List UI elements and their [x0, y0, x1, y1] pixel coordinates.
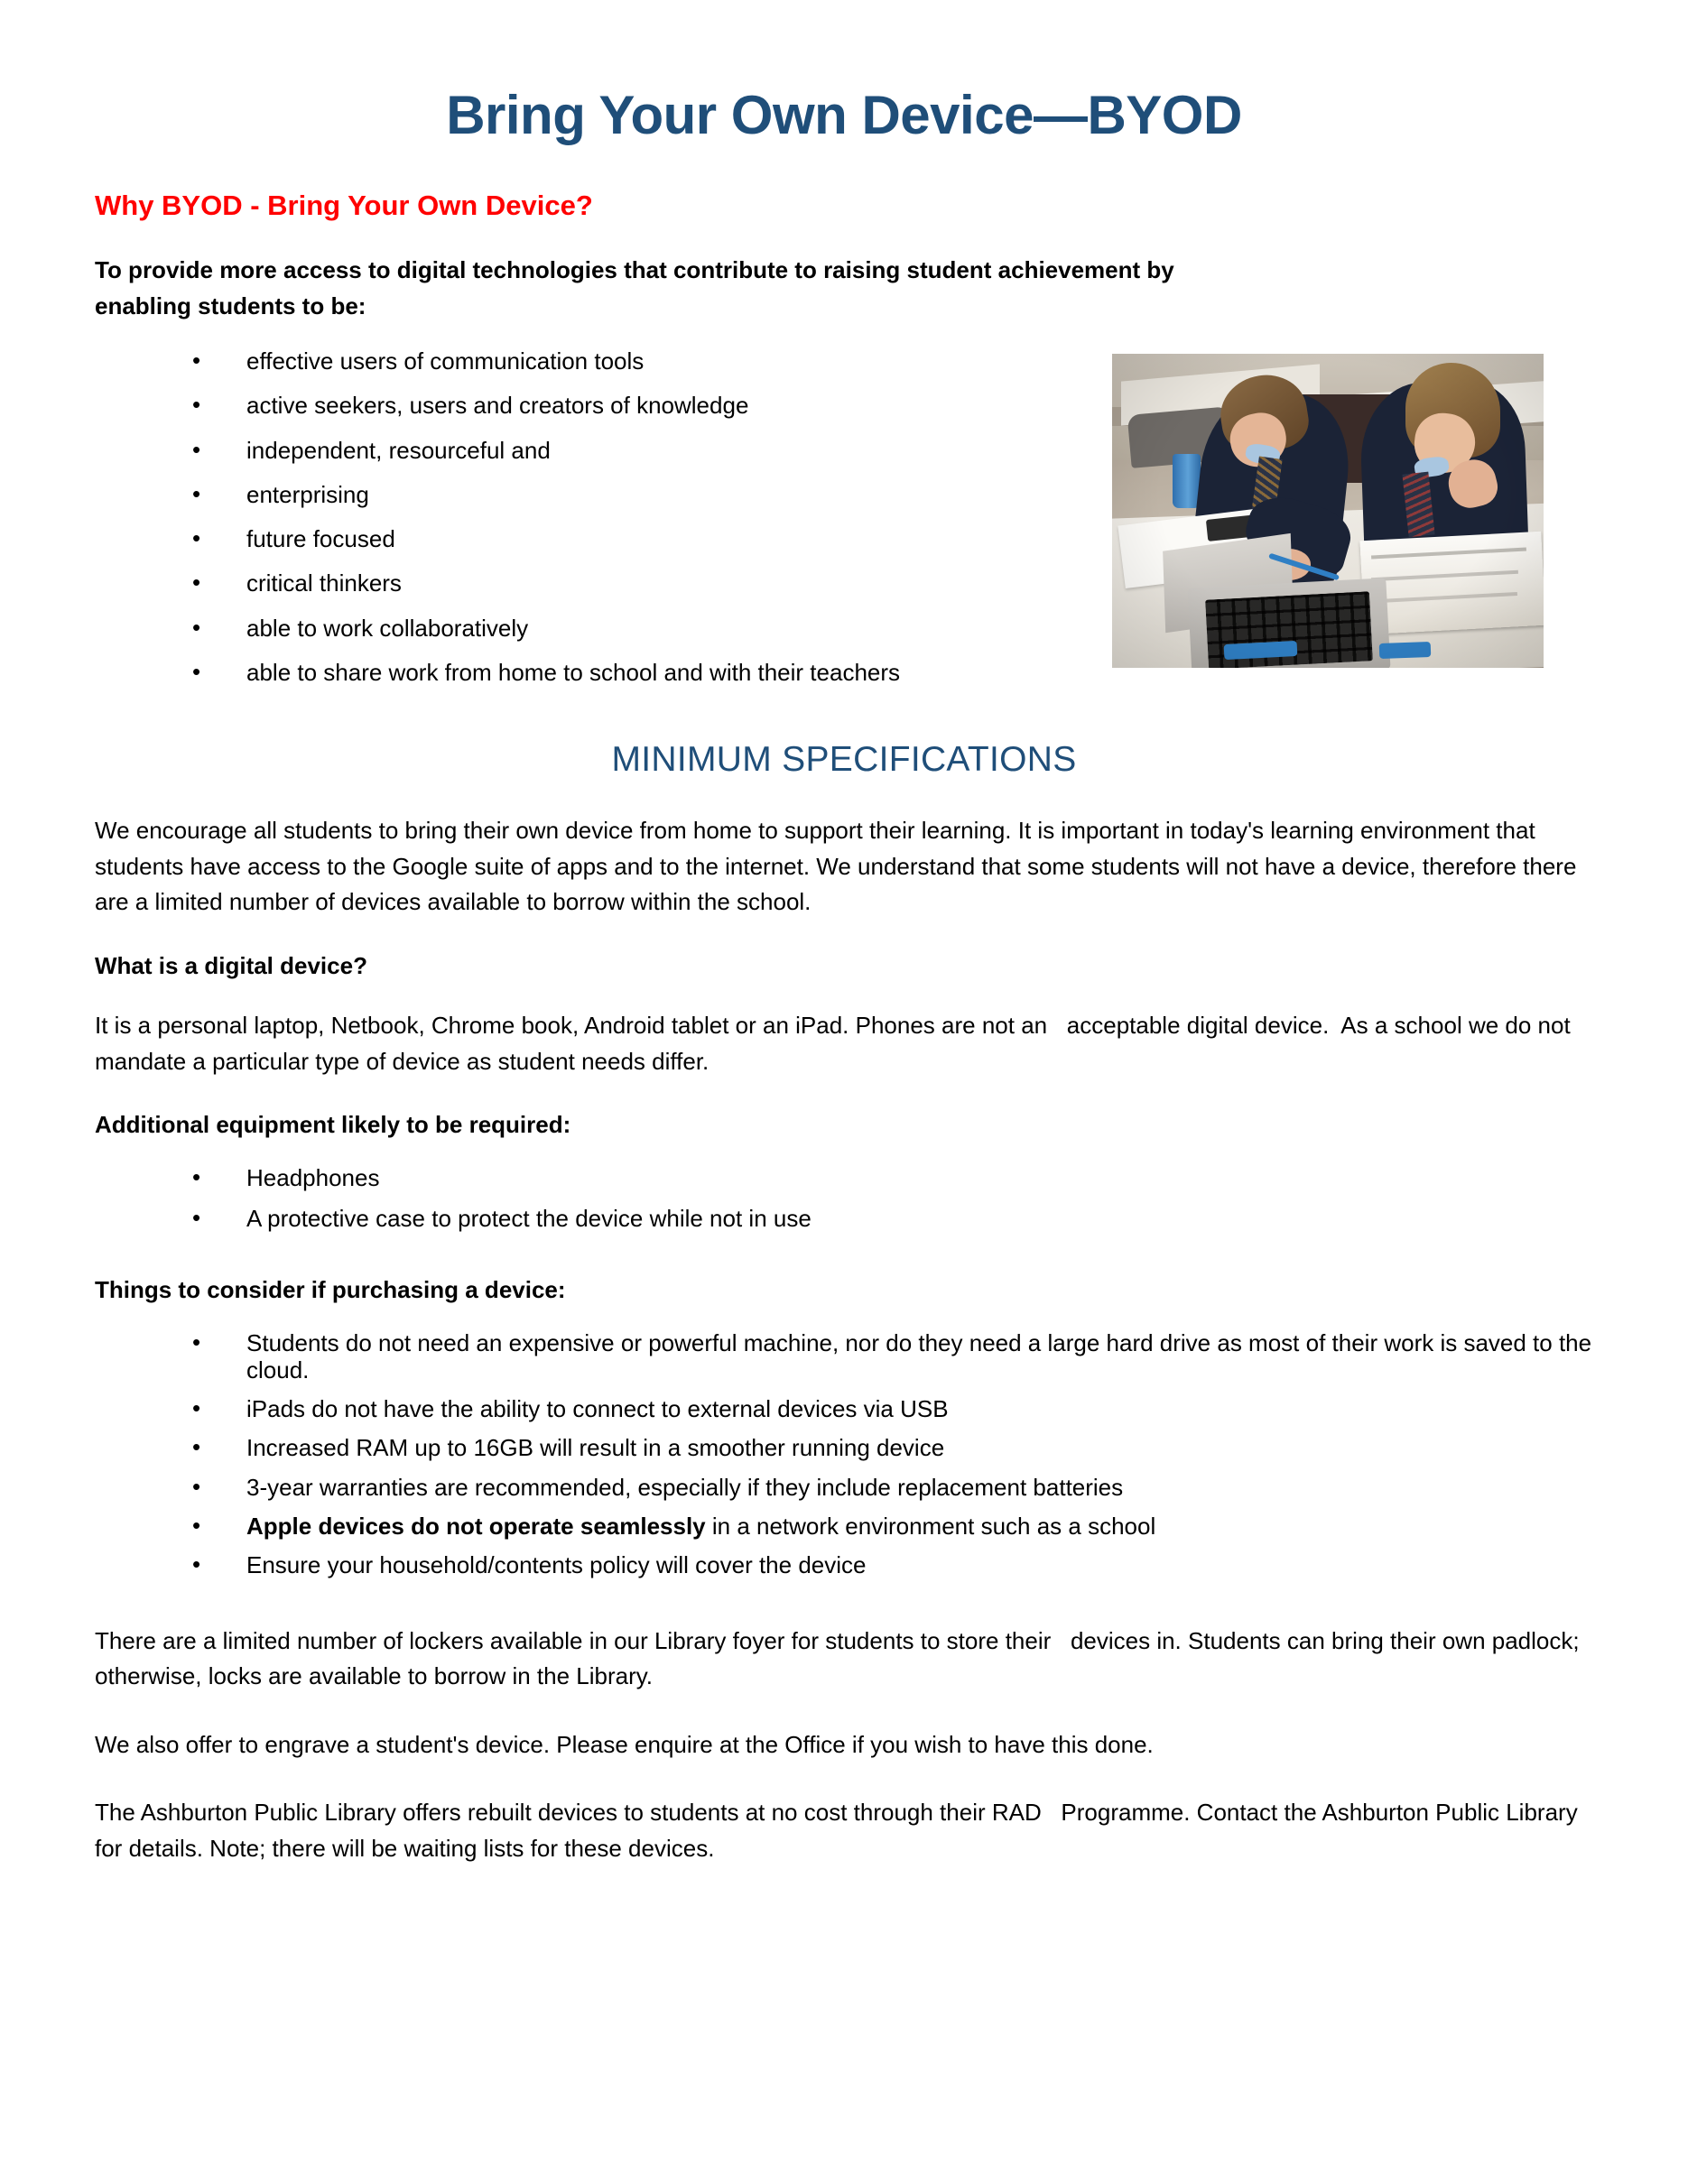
bullet-text: Headphones: [246, 1164, 380, 1192]
list-item: [192, 1395, 1593, 1434]
things-to-consider-bullet-list: [95, 1329, 1593, 1591]
bullet-text: able to share work from home to school and with their teachers: [246, 658, 901, 686]
bullet-text-bold: Apple devices do not operate seamlessly: [246, 1513, 706, 1541]
bullet-text: independent, resourceful and: [246, 436, 551, 464]
specifications-intro-paragraph: We encourage all students to bring their own device from home to support their learning. It is important in today's learning environment that students have access to the Google suite of apps and to the internet. We understand that some students will not have a device, therefore there are a limited number of devices available to borrow within the school.: [95, 817, 1577, 916]
why-byod-lead-paragraph: To provide more access to digital technologies that contribute to raising student achievement by enabling students to be:: [95, 255, 1174, 319]
list-item: [192, 1513, 1593, 1551]
engraving-paragraph: We also offer to engrave a student's device. Please enquire at the Office if you wish to have this done.: [95, 1730, 1154, 1758]
things-to-consider-heading: Things to consider if purchasing a device:: [95, 1275, 566, 1303]
additional-equipment-heading: Additional equipment likely to be required:: [95, 1111, 571, 1139]
bullet-text: Ensure your household/contents policy will cover the device: [246, 1551, 867, 1579]
bullet-text: in a network environment such as a school: [705, 1513, 1156, 1541]
bullet-text: future focused: [246, 525, 395, 553]
bullet-text: able to work collaboratively: [246, 614, 529, 642]
classroom-photo-image: [1112, 354, 1544, 668]
list-item: [192, 1329, 1593, 1396]
bullet-text: 3-year warranties are recommended, especially if they include replacement batteries: [246, 1473, 1124, 1501]
list-item: [192, 1551, 1593, 1590]
bullet-text: enterprising: [246, 480, 369, 508]
classroom-photo: [1112, 354, 1544, 668]
bullet-text: Students do not need an expensive or powerful machine, nor do they need a large hard drive as most of their work is saved to the cloud.: [246, 1328, 1592, 1384]
bullet-text: A protective case to protect the device while not in use: [246, 1204, 812, 1232]
why-byod-heading: Why BYOD - Bring Your Own Device?: [95, 189, 593, 221]
list-item: [192, 1164, 1593, 1204]
what-is-a-digital-device-heading: What is a digital device?: [95, 951, 367, 979]
lockers-paragraph: There are a limited number of lockers available in our Library foyer for students to store their devices in. Students can bring their own padlock; otherwise, locks are available to borrow in the Library.: [95, 1626, 1586, 1690]
what-is-a-digital-device-paragraph: It is a personal laptop, Netbook, Chrome book, Android tablet or an iPad. Phones are not an acceptable digital device. As a school we do not mandate a particular type of device as student needs differ.: [95, 1012, 1577, 1075]
additional-equipment-bullet-list: [95, 1164, 1593, 1245]
list-item: [192, 1205, 1593, 1245]
bullet-text: effective users of communication tools: [246, 347, 645, 375]
bullet-text: critical thinkers: [246, 569, 402, 597]
bullet-text: iPads do not have the ability to connect to external devices via USB: [246, 1395, 949, 1423]
list-item: [192, 1434, 1593, 1473]
bullet-text: Increased RAM up to 16GB will result in a smoother running device: [246, 1434, 945, 1462]
minimum-specifications-heading: MINIMUM SPECIFICATIONS: [611, 740, 1077, 780]
bullet-text: active seekers, users and creators of knowledge: [246, 392, 749, 420]
public-library-paragraph: The Ashburton Public Library offers rebuilt devices to students at no cost through their RAD Programme. Contact the Ashburton Public Library for details. Note; there will be waiting lists for these devices.: [95, 1799, 1584, 1862]
page-title: Bring Your Own Device—BYOD: [446, 85, 1242, 145]
list-item: [192, 1474, 1593, 1513]
